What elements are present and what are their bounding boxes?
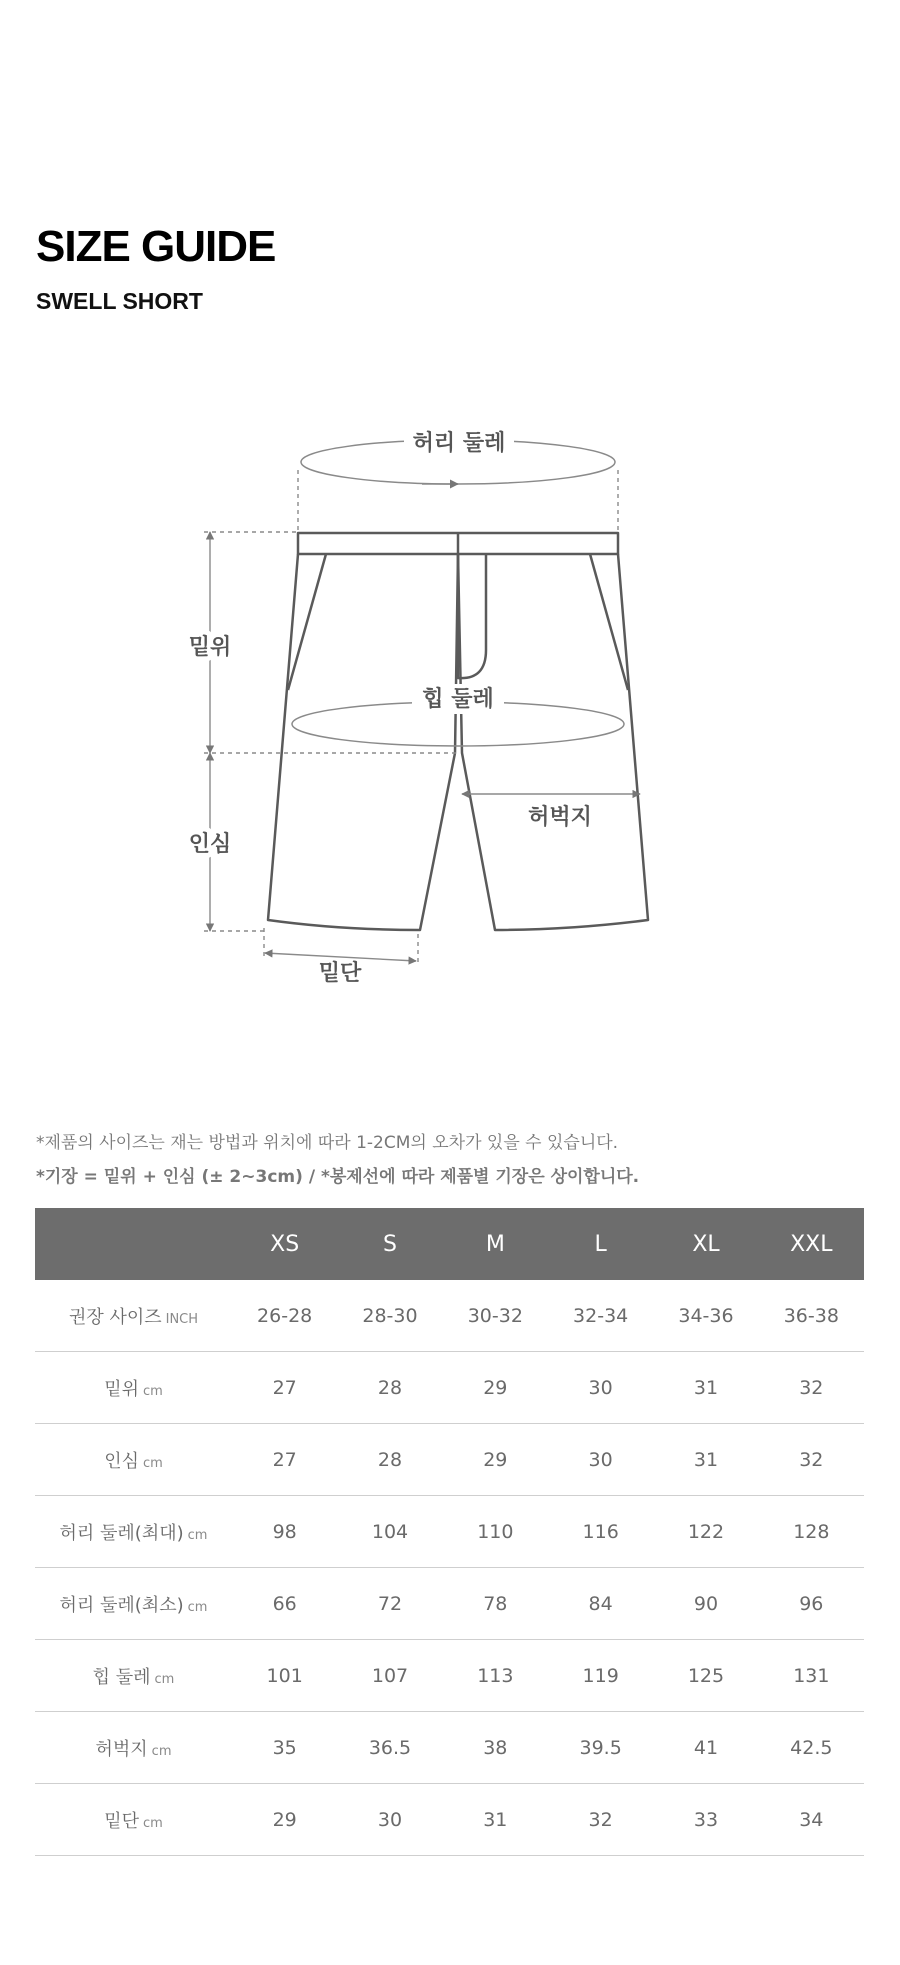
hem-label: 밑단 <box>318 961 362 986</box>
table-cell: 32-34 <box>548 1280 653 1352</box>
table-cell: 29 <box>443 1352 548 1424</box>
table-cell: 28 <box>337 1424 442 1496</box>
table-cell: 131 <box>759 1640 864 1712</box>
row-label-text: 허벅지 <box>95 1738 148 1760</box>
row-label <box>35 1568 232 1640</box>
row-label-text: 허리 둘레(최대) <box>59 1522 184 1544</box>
table-cell: 26-28 <box>232 1280 337 1352</box>
note-tolerance: *제품의 사이즈는 재는 방법과 위치에 따라 1-2CM의 오차가 있을 수 있습니다. <box>36 1133 619 1153</box>
row-unit: cm <box>187 1527 208 1543</box>
row-label <box>35 1496 232 1568</box>
table-cell: 41 <box>653 1712 758 1784</box>
row-unit: cm <box>154 1671 175 1687</box>
table-row <box>35 1496 864 1568</box>
table-cell: 72 <box>337 1568 442 1640</box>
row-label <box>35 1640 232 1712</box>
fly <box>458 554 486 678</box>
inseam-label: 인심 <box>188 832 232 857</box>
shorts-measurement-diagram <box>0 400 900 1020</box>
header-cell-l: L <box>548 1208 653 1280</box>
size-table <box>35 1208 864 1856</box>
header-cell-s: S <box>337 1208 442 1280</box>
row-unit: cm <box>151 1743 172 1759</box>
header-cell-xl: XL <box>653 1208 758 1280</box>
table-cell: 90 <box>653 1568 758 1640</box>
table-cell: 32 <box>759 1424 864 1496</box>
table-cell: 31 <box>653 1424 758 1496</box>
thigh-label: 허벅지 <box>528 805 592 830</box>
measurement-notes <box>36 1126 639 1194</box>
header-cell-xxl: XXL <box>759 1208 864 1280</box>
table-cell: 30 <box>548 1352 653 1424</box>
row-label <box>35 1784 232 1856</box>
table-cell: 66 <box>232 1568 337 1640</box>
shorts-outline <box>268 533 648 930</box>
table-header-row <box>35 1208 864 1280</box>
table-cell: 35 <box>232 1712 337 1784</box>
hem-arrow <box>265 953 416 961</box>
row-label <box>35 1712 232 1784</box>
table-cell: 107 <box>337 1640 442 1712</box>
table-cell: 36.5 <box>337 1712 442 1784</box>
hip-label: 힙 둘레 <box>422 687 494 712</box>
table-cell: 31 <box>653 1352 758 1424</box>
row-unit: cm <box>142 1815 163 1831</box>
row-unit: INCH <box>165 1311 199 1327</box>
table-cell: 36-38 <box>759 1280 864 1352</box>
table-cell: 42.5 <box>759 1712 864 1784</box>
table-cell: 31 <box>443 1784 548 1856</box>
table-cell: 113 <box>443 1640 548 1712</box>
header-cell <box>35 1208 232 1280</box>
table-cell: 98 <box>232 1496 337 1568</box>
note-length-formula: *기장 = 밑위 + 인심 (± 2~3cm) / *봉제선에 따라 제품별 기장은 상이합니다. <box>36 1167 640 1187</box>
table-cell: 128 <box>759 1496 864 1568</box>
waist-label: 허리 둘레 <box>412 431 506 456</box>
header-cell-xs: XS <box>232 1208 337 1280</box>
table-cell: 84 <box>548 1568 653 1640</box>
table-cell: 110 <box>443 1496 548 1568</box>
row-label <box>35 1424 232 1496</box>
product-name: SWELL SHORT <box>36 288 203 314</box>
table-cell: 39.5 <box>548 1712 653 1784</box>
left-pocket <box>288 554 326 690</box>
table-cell: 34-36 <box>653 1280 758 1352</box>
table-cell: 116 <box>548 1496 653 1568</box>
row-label-text: 밑단 <box>104 1810 139 1832</box>
table-row <box>35 1784 864 1856</box>
table-cell: 30-32 <box>443 1280 548 1352</box>
table-cell: 104 <box>337 1496 442 1568</box>
table-cell: 27 <box>232 1424 337 1496</box>
table-cell: 96 <box>759 1568 864 1640</box>
table-cell: 125 <box>653 1640 758 1712</box>
table-cell: 38 <box>443 1712 548 1784</box>
row-label-text: 인심 <box>104 1450 139 1472</box>
table-row <box>35 1712 864 1784</box>
rise-label: 밑위 <box>188 635 232 660</box>
row-unit: cm <box>187 1599 208 1615</box>
right-pocket <box>590 554 628 690</box>
row-label-text: 힙 둘레 <box>92 1666 151 1688</box>
table-cell: 29 <box>232 1784 337 1856</box>
table-row <box>35 1352 864 1424</box>
table-row <box>35 1640 864 1712</box>
row-label-text: 허리 둘레(최소) <box>59 1594 184 1616</box>
table-cell: 78 <box>443 1568 548 1640</box>
table-row <box>35 1568 864 1640</box>
row-unit: cm <box>142 1383 163 1399</box>
table-row <box>35 1424 864 1496</box>
table-cell: 30 <box>548 1424 653 1496</box>
header-cell-m: M <box>443 1208 548 1280</box>
table-cell: 28 <box>337 1352 442 1424</box>
table-cell: 27 <box>232 1352 337 1424</box>
row-label-text: 권장 사이즈 <box>68 1306 162 1328</box>
row-label-text: 밑위 <box>104 1378 139 1400</box>
table-row <box>35 1280 864 1352</box>
row-label <box>35 1352 232 1424</box>
table-cell: 33 <box>653 1784 758 1856</box>
table-cell: 30 <box>337 1784 442 1856</box>
table-cell: 32 <box>759 1352 864 1424</box>
row-unit: cm <box>142 1455 163 1471</box>
table-cell: 122 <box>653 1496 758 1568</box>
table-cell: 32 <box>548 1784 653 1856</box>
table-cell: 119 <box>548 1640 653 1712</box>
table-cell: 28-30 <box>337 1280 442 1352</box>
page-title: SIZE GUIDE <box>36 222 276 271</box>
table-cell: 34 <box>759 1784 864 1856</box>
table-body <box>35 1280 864 1856</box>
row-label <box>35 1280 232 1352</box>
table-cell: 29 <box>443 1424 548 1496</box>
table-cell: 101 <box>232 1640 337 1712</box>
